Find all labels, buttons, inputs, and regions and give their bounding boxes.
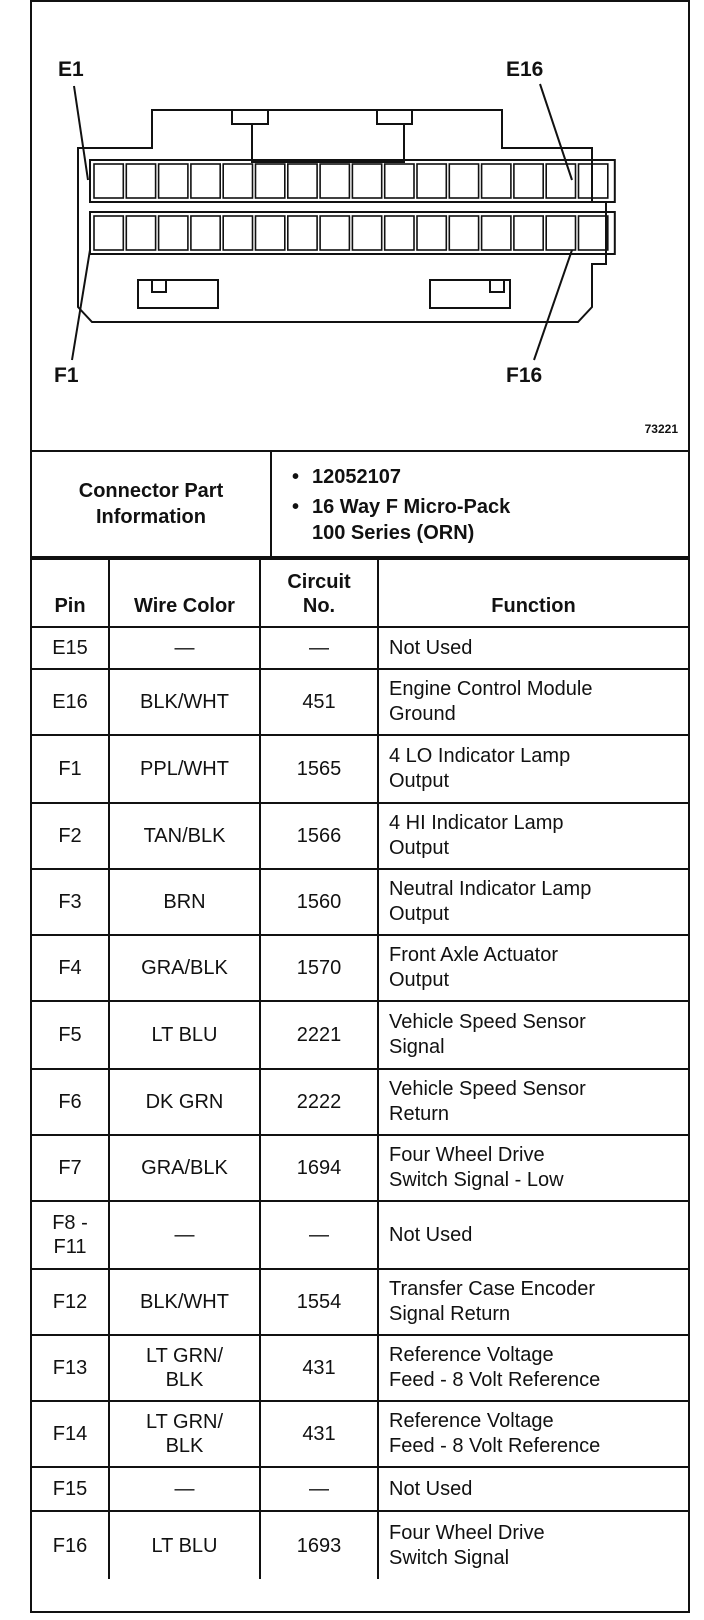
circuit-cell: 431 [260, 1401, 378, 1467]
wire-color-cell: TAN/BLK [109, 803, 260, 869]
wire-color-cell: BRN [109, 869, 260, 935]
cavity-f-11 [417, 216, 446, 250]
function-cell: Reference Voltage Feed - 8 Volt Reference [378, 1401, 688, 1467]
cavity-e-2 [126, 164, 155, 198]
leader-e16 [540, 84, 572, 180]
table-row [32, 1001, 688, 1069]
table-row [32, 1511, 688, 1579]
cavity-f-2 [126, 216, 155, 250]
connector-face-drawing [32, 2, 688, 452]
lock-tab-right-notch [490, 280, 504, 292]
header-wire-color: Wire Color [109, 559, 260, 627]
circuit-cell: 431 [260, 1335, 378, 1401]
circuit-cell: 1566 [260, 803, 378, 869]
cavity-e-5 [223, 164, 252, 198]
function-cell: Vehicle Speed Sensor Signal [378, 1001, 688, 1069]
cavity-f-3 [159, 216, 188, 250]
circuit-cell: — [260, 627, 378, 669]
header-function: Function [378, 559, 688, 627]
table-row [32, 1335, 688, 1401]
pin-cell: F4 [32, 935, 109, 1001]
wire-color-cell: PPL/WHT [109, 735, 260, 803]
wire-color-cell: LT GRN/ BLK [109, 1335, 260, 1401]
cavity-f-8 [320, 216, 349, 250]
table-row [32, 869, 688, 935]
pin-cell: E15 [32, 627, 109, 669]
latch-outline [232, 110, 412, 162]
function-cell: Not Used [378, 1201, 688, 1269]
label-e16: E16 [506, 58, 544, 81]
table-row [32, 1201, 688, 1269]
part-number: • 12052107 [290, 464, 680, 490]
pin-cell: F13 [32, 1335, 109, 1401]
connector-sheet [30, 0, 690, 1613]
connector-description: • 16 Way F Micro-Pack 100 Series (ORN) [290, 494, 680, 546]
circuit-cell: 1693 [260, 1511, 378, 1579]
circuit-cell: 1694 [260, 1135, 378, 1201]
cavity-row-f [90, 212, 615, 254]
table-row [32, 1135, 688, 1201]
cavity-f-15 [546, 216, 575, 250]
pin-cell: F1 [32, 735, 109, 803]
cavity-f-9 [352, 216, 381, 250]
cavity-e-3 [159, 164, 188, 198]
pin-cell: F3 [32, 869, 109, 935]
wire-color-cell: GRA/BLK [109, 935, 260, 1001]
pinout-table [32, 558, 688, 1579]
cavity-f-10 [385, 216, 414, 250]
pinout-rows [32, 627, 688, 1579]
function-cell: Four Wheel Drive Switch Signal [378, 1511, 688, 1579]
pin-cell: F7 [32, 1135, 109, 1201]
label-f16: F16 [506, 364, 543, 387]
pin-cell: F16 [32, 1511, 109, 1579]
circuit-cell: 1560 [260, 869, 378, 935]
cavity-e-15 [546, 164, 575, 198]
wire-color-cell: LT BLU [109, 1511, 260, 1579]
wire-color-cell: — [109, 1467, 260, 1511]
table-row [32, 627, 688, 669]
table-row [32, 935, 688, 1001]
cavity-e-14 [514, 164, 543, 198]
pin-cell: F6 [32, 1069, 109, 1135]
circuit-cell: 2222 [260, 1069, 378, 1135]
table-row [32, 669, 688, 735]
pin-cell: F5 [32, 1001, 109, 1069]
cavity-e-7 [288, 164, 317, 198]
wire-color-cell: GRA/BLK [109, 1135, 260, 1201]
table-row [32, 1467, 688, 1511]
pin-cell: F12 [32, 1269, 109, 1335]
wire-color-cell: LT BLU [109, 1001, 260, 1069]
lock-tab-left [138, 280, 218, 308]
cavity-e-9 [352, 164, 381, 198]
function-cell: Neutral Indicator Lamp Output [378, 869, 688, 935]
table-row [32, 1069, 688, 1135]
function-cell: Vehicle Speed Sensor Return [378, 1069, 688, 1135]
cavity-f-13 [482, 216, 511, 250]
wire-color-cell: — [109, 627, 260, 669]
cavity-e-6 [256, 164, 285, 198]
cavity-f-6 [256, 216, 285, 250]
function-cell: Not Used [378, 627, 688, 669]
function-cell: 4 LO Indicator Lamp Output [378, 735, 688, 803]
wire-color-cell: BLK/WHT [109, 669, 260, 735]
circuit-cell: — [260, 1201, 378, 1269]
connector-part-information [32, 450, 688, 558]
wire-color-cell: BLK/WHT [109, 1269, 260, 1335]
cavity-row-e [90, 160, 615, 202]
function-cell: 4 HI Indicator Lamp Output [378, 803, 688, 869]
connector-diagram [32, 2, 688, 452]
cavity-f-4 [191, 216, 220, 250]
pin-cell: F8 - F11 [32, 1201, 109, 1269]
label-f1: F1 [54, 364, 79, 387]
function-cell: Engine Control Module Ground [378, 669, 688, 735]
cavity-f-1 [94, 216, 123, 250]
pin-cell: F14 [32, 1401, 109, 1467]
header-circuit-no: Circuit No. [260, 559, 378, 627]
cavity-e-13 [482, 164, 511, 198]
cavity-e-1 [94, 164, 123, 198]
table-row [32, 1401, 688, 1467]
header-pin: Pin [32, 559, 109, 627]
cavity-f-16 [579, 216, 608, 250]
function-cell: Not Used [378, 1467, 688, 1511]
circuit-cell: 1565 [260, 735, 378, 803]
cavity-e-11 [417, 164, 446, 198]
cavity-f-12 [449, 216, 478, 250]
leader-e1 [74, 86, 88, 180]
wire-color-cell: LT GRN/ BLK [109, 1401, 260, 1467]
circuit-cell: 451 [260, 669, 378, 735]
lock-tab-left-notch [152, 280, 166, 292]
function-cell: Front Axle Actuator Output [378, 935, 688, 1001]
cavity-f-7 [288, 216, 317, 250]
figure-number: 73221 [644, 422, 678, 436]
connector-info-label: Connector Part Information [32, 452, 272, 556]
table-row [32, 735, 688, 803]
circuit-cell: 1570 [260, 935, 378, 1001]
function-cell: Reference Voltage Feed - 8 Volt Reference [378, 1335, 688, 1401]
cavity-e-16 [579, 164, 608, 198]
leader-f16 [534, 250, 572, 360]
cavity-e-10 [385, 164, 414, 198]
cavity-f-14 [514, 216, 543, 250]
table-row [32, 803, 688, 869]
pin-cell: F2 [32, 803, 109, 869]
connector-info-list [290, 464, 680, 550]
table-row [32, 1269, 688, 1335]
function-cell: Transfer Case Encoder Signal Return [378, 1269, 688, 1335]
circuit-cell: — [260, 1467, 378, 1511]
wire-color-cell: DK GRN [109, 1069, 260, 1135]
leader-f1 [72, 250, 90, 360]
lock-tab-right [430, 280, 510, 308]
pin-cell: E16 [32, 669, 109, 735]
label-e1: E1 [58, 58, 84, 81]
circuit-cell: 1554 [260, 1269, 378, 1335]
circuit-cell: 2221 [260, 1001, 378, 1069]
table-header-row [32, 559, 688, 627]
wire-color-cell: — [109, 1201, 260, 1269]
pin-cell: F15 [32, 1467, 109, 1511]
function-cell: Four Wheel Drive Switch Signal - Low [378, 1135, 688, 1201]
cavity-f-5 [223, 216, 252, 250]
cavity-e-8 [320, 164, 349, 198]
cavity-e-4 [191, 164, 220, 198]
cavity-e-12 [449, 164, 478, 198]
